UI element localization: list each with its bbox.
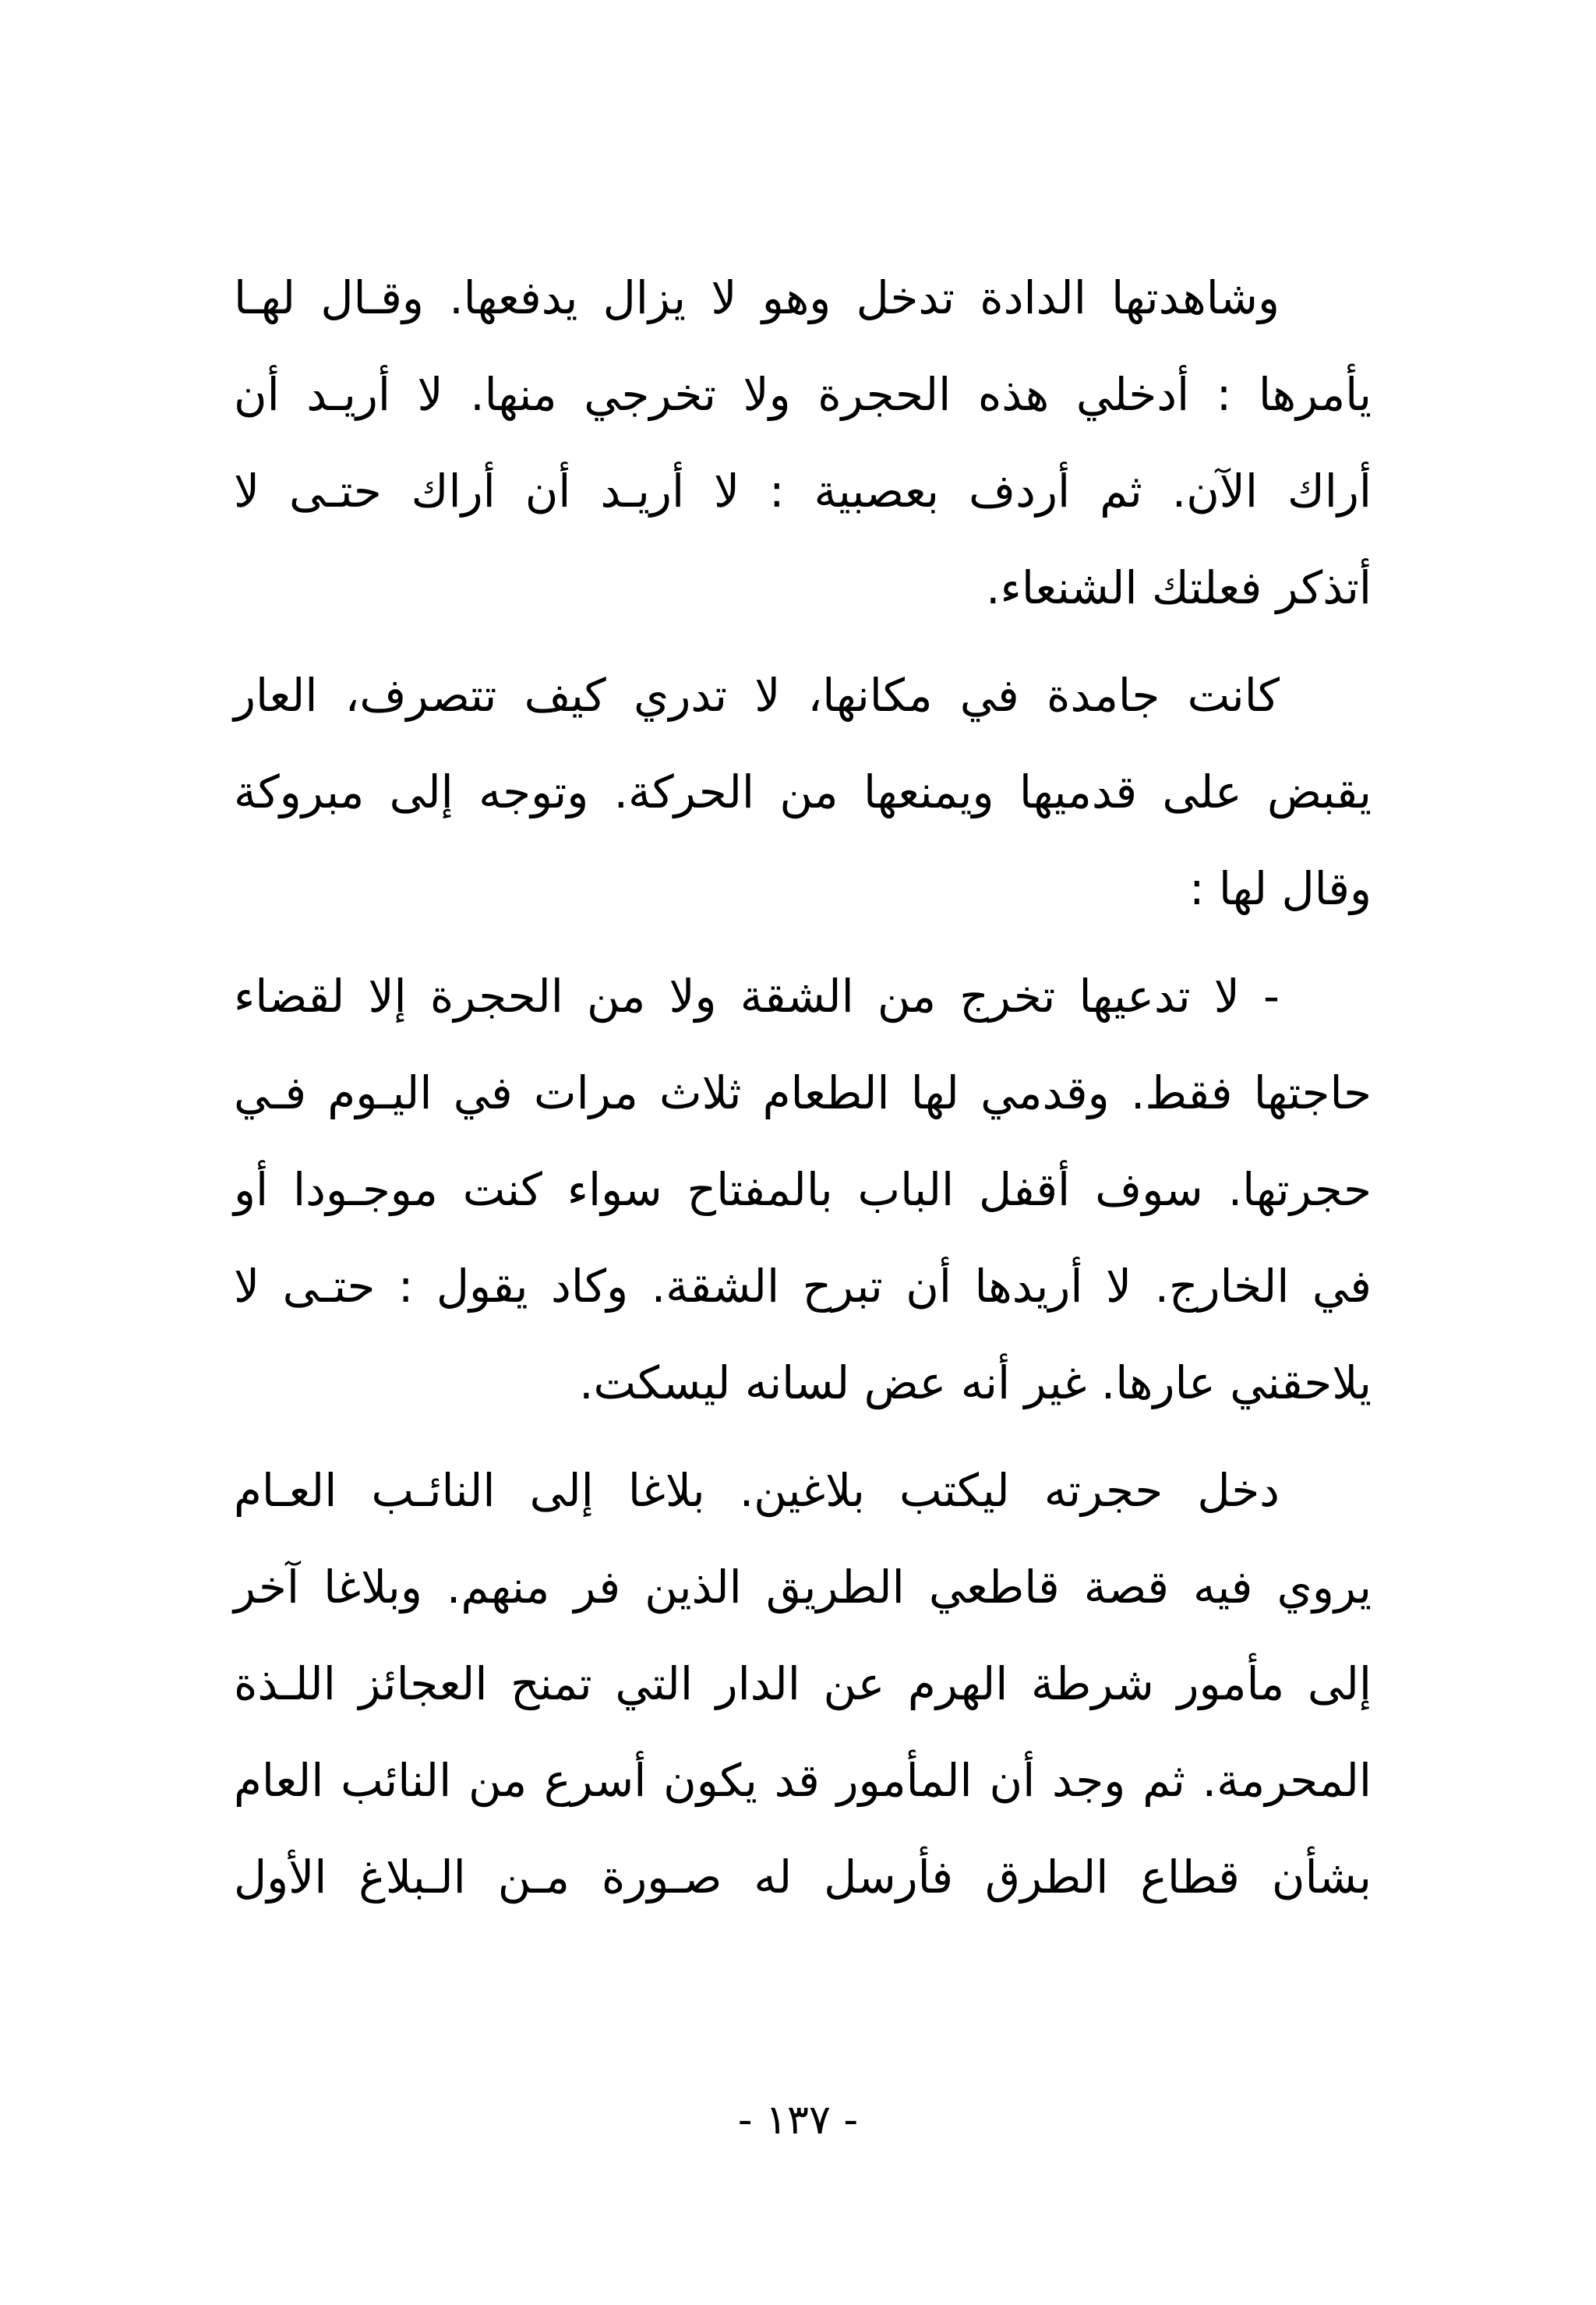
text-line: إلى مأمور شرطة الهرم عن الدار التي تمنح العجائز اللـذة bbox=[234, 1657, 1372, 1710]
body-text bbox=[234, 249, 1372, 1936]
text-line: كانت جامدة في مكانها، لا تدري كيف تتصرف، العار bbox=[234, 669, 1280, 722]
text-line: دخل حجرته ليكتب بلاغين. بلاغا إلى النائـب العـام bbox=[234, 1464, 1280, 1517]
text-line: بشأن قطاع الطرق فأرسل له صـورة مـن الـبلاغ الأول bbox=[234, 1851, 1372, 1904]
page-number: - ١٣٧ - bbox=[737, 2097, 859, 2144]
text-line: يلاحقني عارها. غير أنه عض لسانه ليسكت. bbox=[579, 1356, 1372, 1409]
paragraph-2 bbox=[234, 647, 1372, 937]
paragraph-4 bbox=[234, 1442, 1372, 1925]
text-line: حاجتها فقط. وقدمي لها الطعام ثلاث مرات في اليـوم فـي bbox=[234, 1066, 1372, 1119]
text-line: وقال لها : bbox=[1188, 862, 1372, 915]
text-line: يقبض على قدميها ويمنعها من الحركة. وتوجه إلى مبروكة bbox=[234, 765, 1372, 818]
text-line: أراك الآن. ثم أردف بعصبية : لا أريـد أن أراك حتـى لا bbox=[234, 465, 1372, 518]
text-line: المحرمة. ثم وجد أن المأمور قد يكون أسرع من النائب العام bbox=[234, 1754, 1372, 1807]
text-line: في الخارج. لا أريدها أن تبرح الشقة. وكاد يقول : حتـى لا bbox=[234, 1260, 1372, 1313]
text-line: أتذكر فعلتك الشنعاء. bbox=[986, 561, 1372, 614]
text-line: حجرتها. سوف أقفل الباب بالمفتاح سواء كنت موجـودا أو bbox=[234, 1163, 1372, 1216]
paragraph-3 bbox=[234, 948, 1372, 1431]
text-line: وشاهدتها الدادة تدخل وهو لا يزال يدفعها. وقـال لهـا bbox=[234, 271, 1280, 324]
text-line: يأمرها : أدخلي هذه الحجرة ولا تخرجي منها. لا أريـد أن bbox=[234, 368, 1372, 421]
paragraph-1 bbox=[234, 249, 1372, 636]
text-line: يروي فيه قصة قاطعي الطريق الذين فر منهم. وبلاغا آخر bbox=[234, 1561, 1372, 1614]
text-line: - لا تدعيها تخرج من الشقة ولا من الحجرة إلا لقضاء bbox=[234, 970, 1280, 1023]
